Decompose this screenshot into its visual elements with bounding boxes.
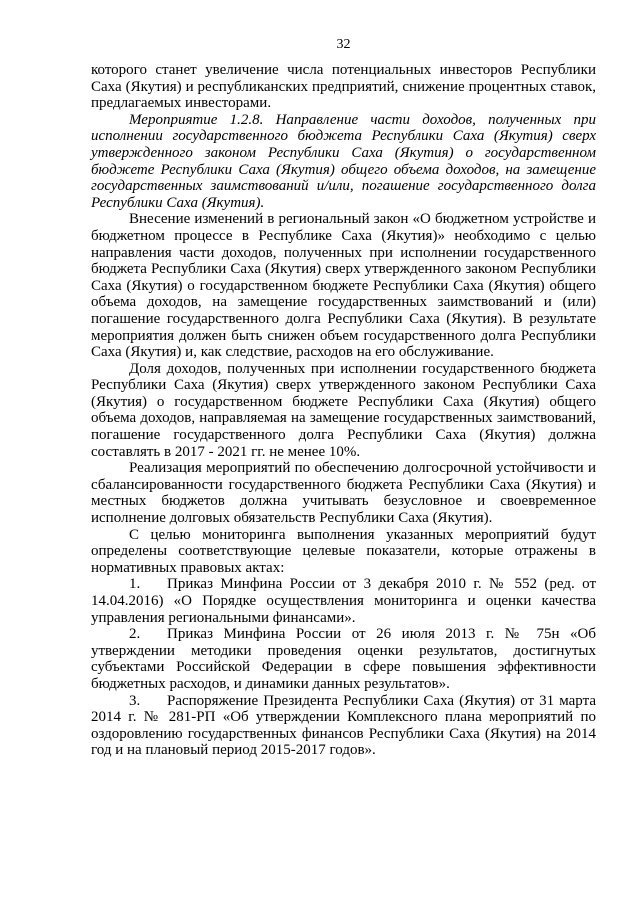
list-item <box>91 626 596 692</box>
list-item-text: Распоряжение Президента Республики Саха (Якутия) от 31 марта 2014 г. № 281-РП «Об утверждении Комплексного плана мероприятий по оздоровлению государственных финансов Республики Саха (Якутия) на 2014 год и на плановый период 2015-2017 годов». <box>91 692 596 759</box>
list-item-number: 3. <box>129 692 141 709</box>
document-page <box>91 36 596 759</box>
list-item-text: Приказ Минфина России от 26 июля 2013 г. № 75н «Об утверждении методики проведения оценки результатов, достигнутых субъектами Российской Федерации в сфере повышения эффективности бюджетных расходов, и динамики данных результатов». <box>91 626 596 692</box>
paragraph-investors-continuation: которого станет увеличение числа потенциальных инвесторов Республики Саха (Якутия) и республиканских предприятий, снижение процентных ставок, предлагаемых инвесторами. <box>91 62 596 112</box>
list-item <box>91 693 596 759</box>
page-number: 32 <box>336 37 351 52</box>
list-item-number: 1. <box>129 576 141 593</box>
paragraph-regional-law-changes: Внесение изменений в региональный закон «О бюджетном устройстве и бюджетном процессе в Республике Саха (Якутия)» необходимо с целью направления части доходов, полученных при исполнении государственного бюджета Республики Саха (Якутия) сверх утвержденного законом Республики Саха (Якутия) о государственном бюджете Республики Саха (Якутия) общего объема доходов, на замещение государственных заимствований и (или) погашение государственного долга Республики Саха (Якутия). В результате мероприятия должен быть снижен объем государственного долга Республики Саха (Якутия) и, как следствие, расходов на его обслуживание. <box>91 211 596 361</box>
paragraph-measure-1-2-8: Мероприятие 1.2.8. Направление части доходов, полученных при исполнении государственного бюджета Республики Саха (Якутия) сверх утвержденного законом Республики Саха (Якутия) о государственном бюджете Республики Саха (Якутия) общего объема доходов, на замещение государственных заимствований и/или, погашение государственного долга Республики Саха (Якутия). <box>91 111 596 211</box>
paragraph-revenue-share: Доля доходов, полученных при исполнении государственного бюджета Республики Саха (Якутия) сверх утвержденного законом Республики Саха (Якутия) о государственном бюджете Республики Саха (Якутия) общего объема доходов, направляемая на замещение государственных заимствований, погашение государственного долга Республики Саха (Якутия) должна составлять в 2017 - 2021 гг. не менее 10%. <box>91 360 596 460</box>
paragraph-budget-sustainability: Реализация мероприятий по обеспечению долгосрочной устойчивости и сбалансированности государственного бюджета Республики Саха (Якутия) и местных бюджетов должна учитывать безусловное и своевременное исполнение долговых обязательств Республики Саха (Якутия). <box>91 460 596 527</box>
list-item <box>91 576 596 626</box>
list-item-number: 2. <box>129 626 141 643</box>
paragraph-monitoring-intro: С целью мониторинга выполнения указанных мероприятий будут определены соответствующие целевые показатели, которые отражены в нормативных правовых актах: <box>91 526 596 576</box>
list-item-text: Приказ Минфина России от 3 декабря 2010 г. № 552 (ред. от 14.04.2016) «О Порядке осуществления мониторинга и оценки качества управления региональными финансами». <box>91 576 596 626</box>
